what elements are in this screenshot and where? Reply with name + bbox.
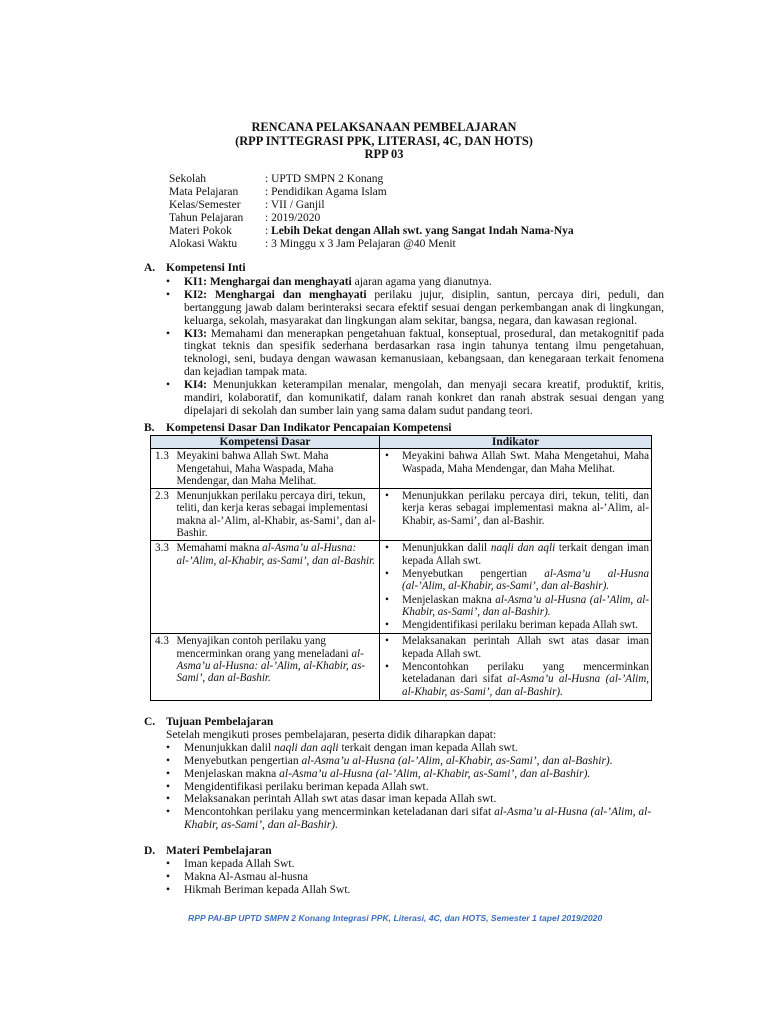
indikator-item (382, 568, 649, 593)
identity-label: Mata Pelajaran (169, 185, 239, 198)
kd-number: 1.3 (151, 449, 175, 489)
identity-row (169, 238, 574, 251)
list-item (160, 781, 664, 794)
indikator-item (382, 542, 649, 567)
tujuan-text: Mengidentifikasi perilaku beriman kepada Allah swt. (184, 780, 429, 793)
tujuan-list (144, 742, 664, 832)
ki-key: KI1: (184, 275, 207, 288)
kd-text-prefix: Memahami makna (176, 542, 263, 555)
kd-text-prefix: Menyajikan contoh perilaku yang mencerminkan orang yang meneladani (176, 635, 352, 660)
ki-key: KI2: (184, 288, 207, 301)
column-header-indikator: Indikator (380, 436, 652, 449)
ki-text: perilaku jujur, disiplin, santun, percaya diri, peduli, dan bertanggung jawab dalam berinteraksi secara efektif sesuai dengan perkembangan anak di lingkungan, keluarga, sekolah, masyarakat dan lingkungan alam sekitar, bangsa, negara, dan kawasan regional. (184, 288, 665, 327)
section-heading (144, 716, 664, 729)
identity-label: Kelas/Semester (169, 198, 241, 211)
ki-list (144, 276, 664, 418)
list-item (160, 379, 664, 418)
indikator-cell (380, 449, 652, 489)
section-heading (144, 262, 664, 275)
header-rpp-number: RPP 03 (364, 147, 404, 161)
indikator-text: Menyebutkan pengertian (402, 567, 545, 580)
tujuan-text-post: terkait dengan iman kepada Allah swt. (338, 741, 518, 754)
kd-text: Menunjukkan perilaku percaya diri, tekun, teliti, dan kerja keras sebagai implementasi makna al-’Alim, al-Khabir, as-Sami’, dan al-Bashir. (175, 489, 380, 541)
section-materi-pembelajaran (144, 845, 664, 897)
indikator-cell (380, 489, 652, 541)
list-item (160, 768, 664, 781)
section-letter: C. (144, 716, 156, 728)
identity-value (265, 225, 574, 238)
kd-text-italic: al-Asma’u al-Husna: al-’Alim, al-Khabir, as-Sami’, dan al-Bashir. (176, 542, 375, 567)
tujuan-text: Menyebutkan pengertian (184, 754, 302, 767)
list-item (160, 742, 664, 755)
list-item (160, 806, 664, 832)
ki-text: ajaran agama yang dianutnya. (351, 275, 492, 288)
identity-value: : Pendidikan Agama Islam (265, 185, 387, 198)
kd-text (175, 541, 380, 634)
indikator-item: • Meyakini bahwa Allah Swt. Maha Mengetahui, Maha Waspada, Maha Mendengar, dan Maha Melihat. (382, 450, 649, 475)
indikator-italic: al-Asma’u al-Husna (al-’Alim, al-Khabir, as-Sami’, dan al-Bashir). (402, 567, 649, 593)
identity-value: : 2019/2020 (265, 211, 321, 224)
section-title: Kompetensi Inti (166, 262, 246, 274)
indikator-cell (380, 634, 652, 700)
tujuan-text: Menunjukkan dalil (184, 741, 275, 754)
indikator-text: Mengidentifikasi perilaku beriman kepada Allah swt. (402, 619, 639, 632)
section-tujuan-pembelajaran (144, 716, 664, 832)
section-letter: A. (144, 262, 156, 274)
section-letter: D. (144, 845, 156, 857)
table-header-row (151, 436, 652, 449)
document-header (0, 121, 768, 162)
tujuan-text: Menjelaskan makna (184, 767, 280, 780)
list-item (160, 276, 664, 289)
identity-label: Tahun Pelajaran (169, 211, 244, 224)
list-item (160, 793, 664, 806)
page-footer: RPP PAI-BP UPTD SMPN 2 Konang Integrasi PPK, Literasi, 4C, dan HOTS, Semester 1 tapel 2019/2020 (188, 913, 603, 923)
table-row (151, 541, 652, 634)
indikator-text: Menjelaskan makna (402, 593, 496, 606)
indikator-item (382, 594, 649, 619)
section-heading (144, 422, 664, 435)
indikator-text: Melaksanakan perintah Allah swt atas dasar iman kepada Allah swt. (402, 635, 650, 660)
section-kompetensi-dasar (144, 422, 664, 435)
identity-label: Alokasi Waktu (169, 237, 238, 250)
section-heading (144, 845, 664, 858)
kd-number: 3.3 (151, 541, 175, 634)
identity-value: : 3 Minggu x 3 Jam Pelajaran @40 Menit (265, 237, 456, 250)
ki-text: Menunjukkan keterampilan menalar, mengolah, dan menyaji secara kreatif, produktif, kritis, mandiri, kolaboratif, dan komunikatif, dalam ranah konkret dan ranah abstrak sesuai dengan yang dipelajari di sekolah dan sumber lain yang sama dalam sudut pandang teori. (184, 379, 664, 417)
kd-number: 2.3 (151, 489, 175, 541)
ki-key: KI4: (184, 379, 207, 392)
identity-value: : VII / Ganjil (265, 198, 325, 211)
identity-block (169, 173, 574, 250)
tujuan-text: Melaksanakan perintah Allah swt atas dasar iman kepada Allah swt. (184, 793, 497, 806)
tujuan-text: Mencontohkan perilaku yang mencerminkan keteladanan dari sifat (184, 806, 495, 819)
kd-text (175, 634, 380, 700)
section-title: Materi Pembelajaran (166, 845, 272, 857)
identity-label: Materi Pokok (169, 224, 232, 237)
table-row (151, 449, 652, 489)
kd-indikator-table (150, 435, 652, 701)
list-item: • Iman kepada Allah Swt. (160, 858, 664, 871)
table-row (151, 634, 652, 700)
ki-key: KI3: (184, 327, 207, 340)
identity-row (169, 173, 574, 186)
indikator-text: Menunjukkan dalil (402, 542, 491, 555)
indikator-italic: al-Asma’u al-Husna (al-’Alim, al-Khabir, as-Sami’, dan al-Bashir). (402, 673, 650, 698)
identity-colon: : (265, 224, 272, 237)
tujuan-italic: al-Asma’u al-Husna (al-’Alim, al-Khabir, as-Sami’, dan al-Bashir). (184, 806, 652, 832)
identity-value: : UPTD SMPN 2 Konang (265, 173, 384, 185)
section-intro: Setelah mengikuti proses pembelajaran, peserta didik diharapkan dapat: (166, 728, 497, 741)
kd-text: Meyakini bahwa Allah Swt. Maha Mengetahui, Maha Waspada, Maha Mendengar, dan Maha Melihat. (175, 449, 380, 489)
identity-row (169, 212, 574, 225)
header-subtitle: (RPP INTTEGRASI PPK, LITERASI, 4C, DAN HOTS) (235, 133, 533, 148)
indikator-item: • Menunjukkan perilaku percaya diri, tekun, teliti, dan kerja keras sebagai implementasi makna al-’Alim, al-Khabir, as-Sami’, dan al-Bashir. (382, 490, 649, 527)
list-item (160, 289, 664, 328)
tujuan-italic: al-Asma’u al-Husna (al-’Alim, al-Khabir, as-Sami’, dan al-Bashir). (279, 767, 591, 780)
identity-row (169, 199, 574, 212)
section-title: Kompetensi Dasar Dan Indikator Pencapaian Kompetensi (166, 422, 452, 434)
indikator-text: Mencontohkan perilaku yang mencerminkan keteladanan dari sifat (402, 661, 650, 686)
kd-number: 4.3 (151, 634, 175, 700)
list-item (160, 328, 664, 380)
header-title: RENCANA PELAKSANAAN PEMBELAJARAN (251, 120, 517, 134)
section-letter: B. (144, 422, 155, 434)
indikator-text-post: terkait dengan iman kepada Allah swt. (402, 542, 650, 567)
tujuan-italic: al-Asma’u al-Husna (al-’Alim, al-Khabir, as-Sami’, dan al-Bashir). (301, 754, 613, 767)
section-kompetensi-inti (144, 262, 664, 418)
list-item: • Makna Al-Asmau al-husna (160, 871, 664, 884)
materi-list (144, 858, 664, 897)
ki-bold: Menghargai dan menghayati (214, 288, 367, 301)
materi-pokok-value: Lebih Dekat dengan Allah swt. yang Sangat Indah Nama-Nya (271, 224, 574, 237)
section-title: Tujuan Pembelajaran (166, 716, 274, 728)
identity-row (169, 225, 574, 238)
kd-text-italic: al-Asma’u al-Husna: al-’Alim, al-Khabir, as-Sami’, dan al-Bashir. (176, 647, 366, 685)
ki-text: Memahami dan menerapkan pengetahuan faktual, konseptual, prosedural, dan metakognitif pada tingkat teknis dan spesifik sederhana berdasarkan rasa ingin tahunya tentang ilmu pengetahuan, teknologi, seni, budaya dengan wawasan kemanusiaan, kebangsaan, dan kenegaraan terkait fenomena dan kejadian tampak mata. (184, 327, 664, 379)
indikator-cell (380, 541, 652, 634)
table-row (151, 489, 652, 541)
indikator-italic: naqli dan aqli (490, 542, 556, 555)
column-header-kd: Kompetensi Dasar (151, 436, 380, 449)
list-item (160, 755, 664, 768)
indikator-italic: al-Asma’u al-Husna (al-’Alim, al-Khabir, as-Sami’, dan al-Bashir). (402, 593, 650, 618)
indikator-item (382, 661, 649, 698)
identity-label: Sekolah (169, 173, 207, 185)
list-item: • Hikmah Beriman kepada Allah Swt. (160, 884, 664, 897)
ki-bold: Menghargai dan menghayati (209, 275, 352, 288)
indikator-item (382, 635, 649, 660)
indikator-item (382, 619, 649, 631)
identity-row (169, 186, 574, 199)
tujuan-italic: naqli dan aqli (274, 741, 339, 754)
